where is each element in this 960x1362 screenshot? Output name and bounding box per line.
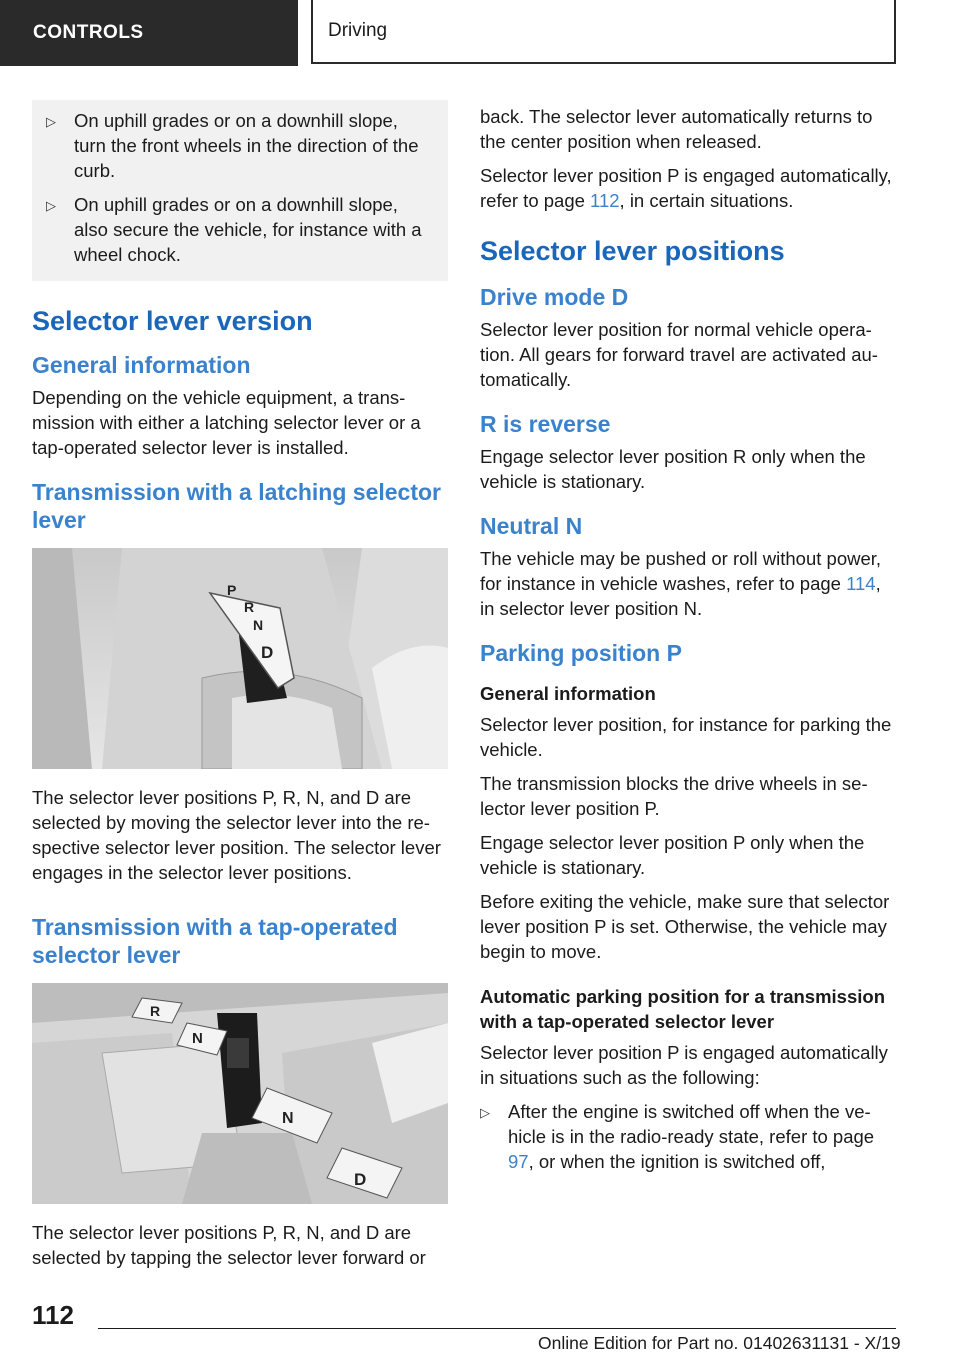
note-bullet [46, 108, 434, 183]
note-bullet-text: On uphill grades or on a downhill slope, also secure the vehicle, for instance with a wheel chock. [74, 194, 422, 265]
paragraph-park-4: Before exiting the vehicle, make sure that selector lever position P is set. Otherwise, the vehicle may begin to move. [480, 891, 890, 962]
paragraph-general: Depending on the vehicle equipment, a transmission with either a latching selector lever or a tap-operated selector lever is installed. [32, 387, 421, 458]
note-bullet [46, 192, 434, 267]
page-number: 112 [32, 1300, 74, 1330]
edition-info: Online Edition for Part no. 01402631131 - X/19 [538, 1333, 901, 1353]
paragraph-neutral [480, 546, 900, 621]
label-D: D [354, 1170, 367, 1189]
situation-bullet [480, 1099, 900, 1174]
triangle-bullet-icon: ▷ [480, 1105, 490, 1120]
paragraph-park-1: Selector lever position, for instance for parking the vehicle. [480, 714, 892, 760]
heading-tap-lever: Transmission with a tap-operated selector lever [32, 914, 398, 968]
text-segment: , or when the ignition is switched off, [528, 1151, 826, 1172]
tap-lever-drawing [32, 983, 448, 1204]
situation-bullet-text [508, 1099, 900, 1174]
heading-general-information: General information [32, 352, 251, 378]
chapter-tab: Driving [311, 0, 896, 64]
subheading-automatic-parking: Automatic parking position for a transmission with a tap-operated selector lever [480, 986, 885, 1032]
latching-lever-drawing [32, 548, 448, 769]
text-segment: Selector lever position P is engaged automatically, refer to page [480, 165, 892, 211]
paragraph-tap: The selector lever positions P, R, N, and D are selected by tapping the selector lever forward or [32, 1222, 426, 1268]
paragraph-park-2: The transmission blocks the drive wheels in selector lever position P. [480, 773, 868, 819]
text-segment: After the engine is switched off when the vehicle is in the radio-ready state, refer to page [508, 1101, 875, 1147]
page-link-112[interactable]: 112 [590, 190, 620, 211]
paragraph-park-3: Engage selector lever position P only when the vehicle is stationary. [480, 832, 865, 878]
paragraph-back: back. The selector lever automatically returns to the center position when released. [480, 106, 873, 152]
left-column [32, 100, 448, 1279]
text-segment: , in certain situations. [619, 190, 794, 211]
page-header [0, 0, 960, 66]
paragraph-auto-engaged [480, 163, 900, 213]
tap-lever-illustration [32, 983, 448, 1204]
page-link-114[interactable]: 114 [846, 573, 876, 594]
label-N: N [192, 1030, 203, 1047]
heading-reverse: R is reverse [480, 411, 611, 437]
note-bullet-text: On uphill grades or on a downhill slope, turn the front wheels in the direction of the curb. [74, 110, 419, 181]
label-N: N [253, 617, 264, 633]
heading-neutral: Neutral N [480, 513, 583, 539]
paragraph-drive: Selector lever position for normal vehicle operation. All gears for forward travel are activated automatically. [480, 319, 878, 390]
triangle-bullet-icon: ▷ [46, 114, 56, 129]
label-R: R [244, 599, 255, 615]
section-tab: CONTROLS [0, 0, 298, 66]
label-N: N [282, 1110, 294, 1127]
label-P: P [227, 582, 237, 598]
label-R: R [150, 1003, 161, 1019]
text-segment: The vehicle may be pushed or roll without power, for instance in vehicle washes, refer to page [480, 548, 882, 594]
note-box [32, 100, 448, 281]
heading-selector-lever-positions: Selector lever positions [480, 236, 785, 266]
triangle-bullet-icon: ▷ [46, 198, 56, 213]
heading-drive-mode: Drive mode D [480, 284, 629, 310]
paragraph-latching: The selector lever positions P, R, N, and D are selected by moving the selector lever into the respective selector lever position. The selector lever engages in the selector lever positions. [32, 787, 441, 883]
label-D: D [261, 643, 274, 662]
page-link-97[interactable]: 97 [508, 1151, 529, 1172]
right-column [480, 104, 900, 1174]
text-segment: , in selector lever position N. [480, 573, 881, 619]
paragraph-auto-situations: Selector lever position P is engaged automatically in situations such as the following: [480, 1042, 888, 1088]
footer-divider [98, 1328, 896, 1329]
subheading-general-information: General information [480, 683, 656, 704]
heading-selector-lever-version: Selector lever version [32, 306, 313, 336]
latching-lever-illustration [32, 548, 448, 769]
paragraph-reverse: Engage selector lever position R only when the vehicle is stationary. [480, 446, 866, 492]
heading-parking-position: Parking position P [480, 640, 682, 666]
heading-latching-lever: Transmission with a latching selector lever [32, 479, 442, 533]
